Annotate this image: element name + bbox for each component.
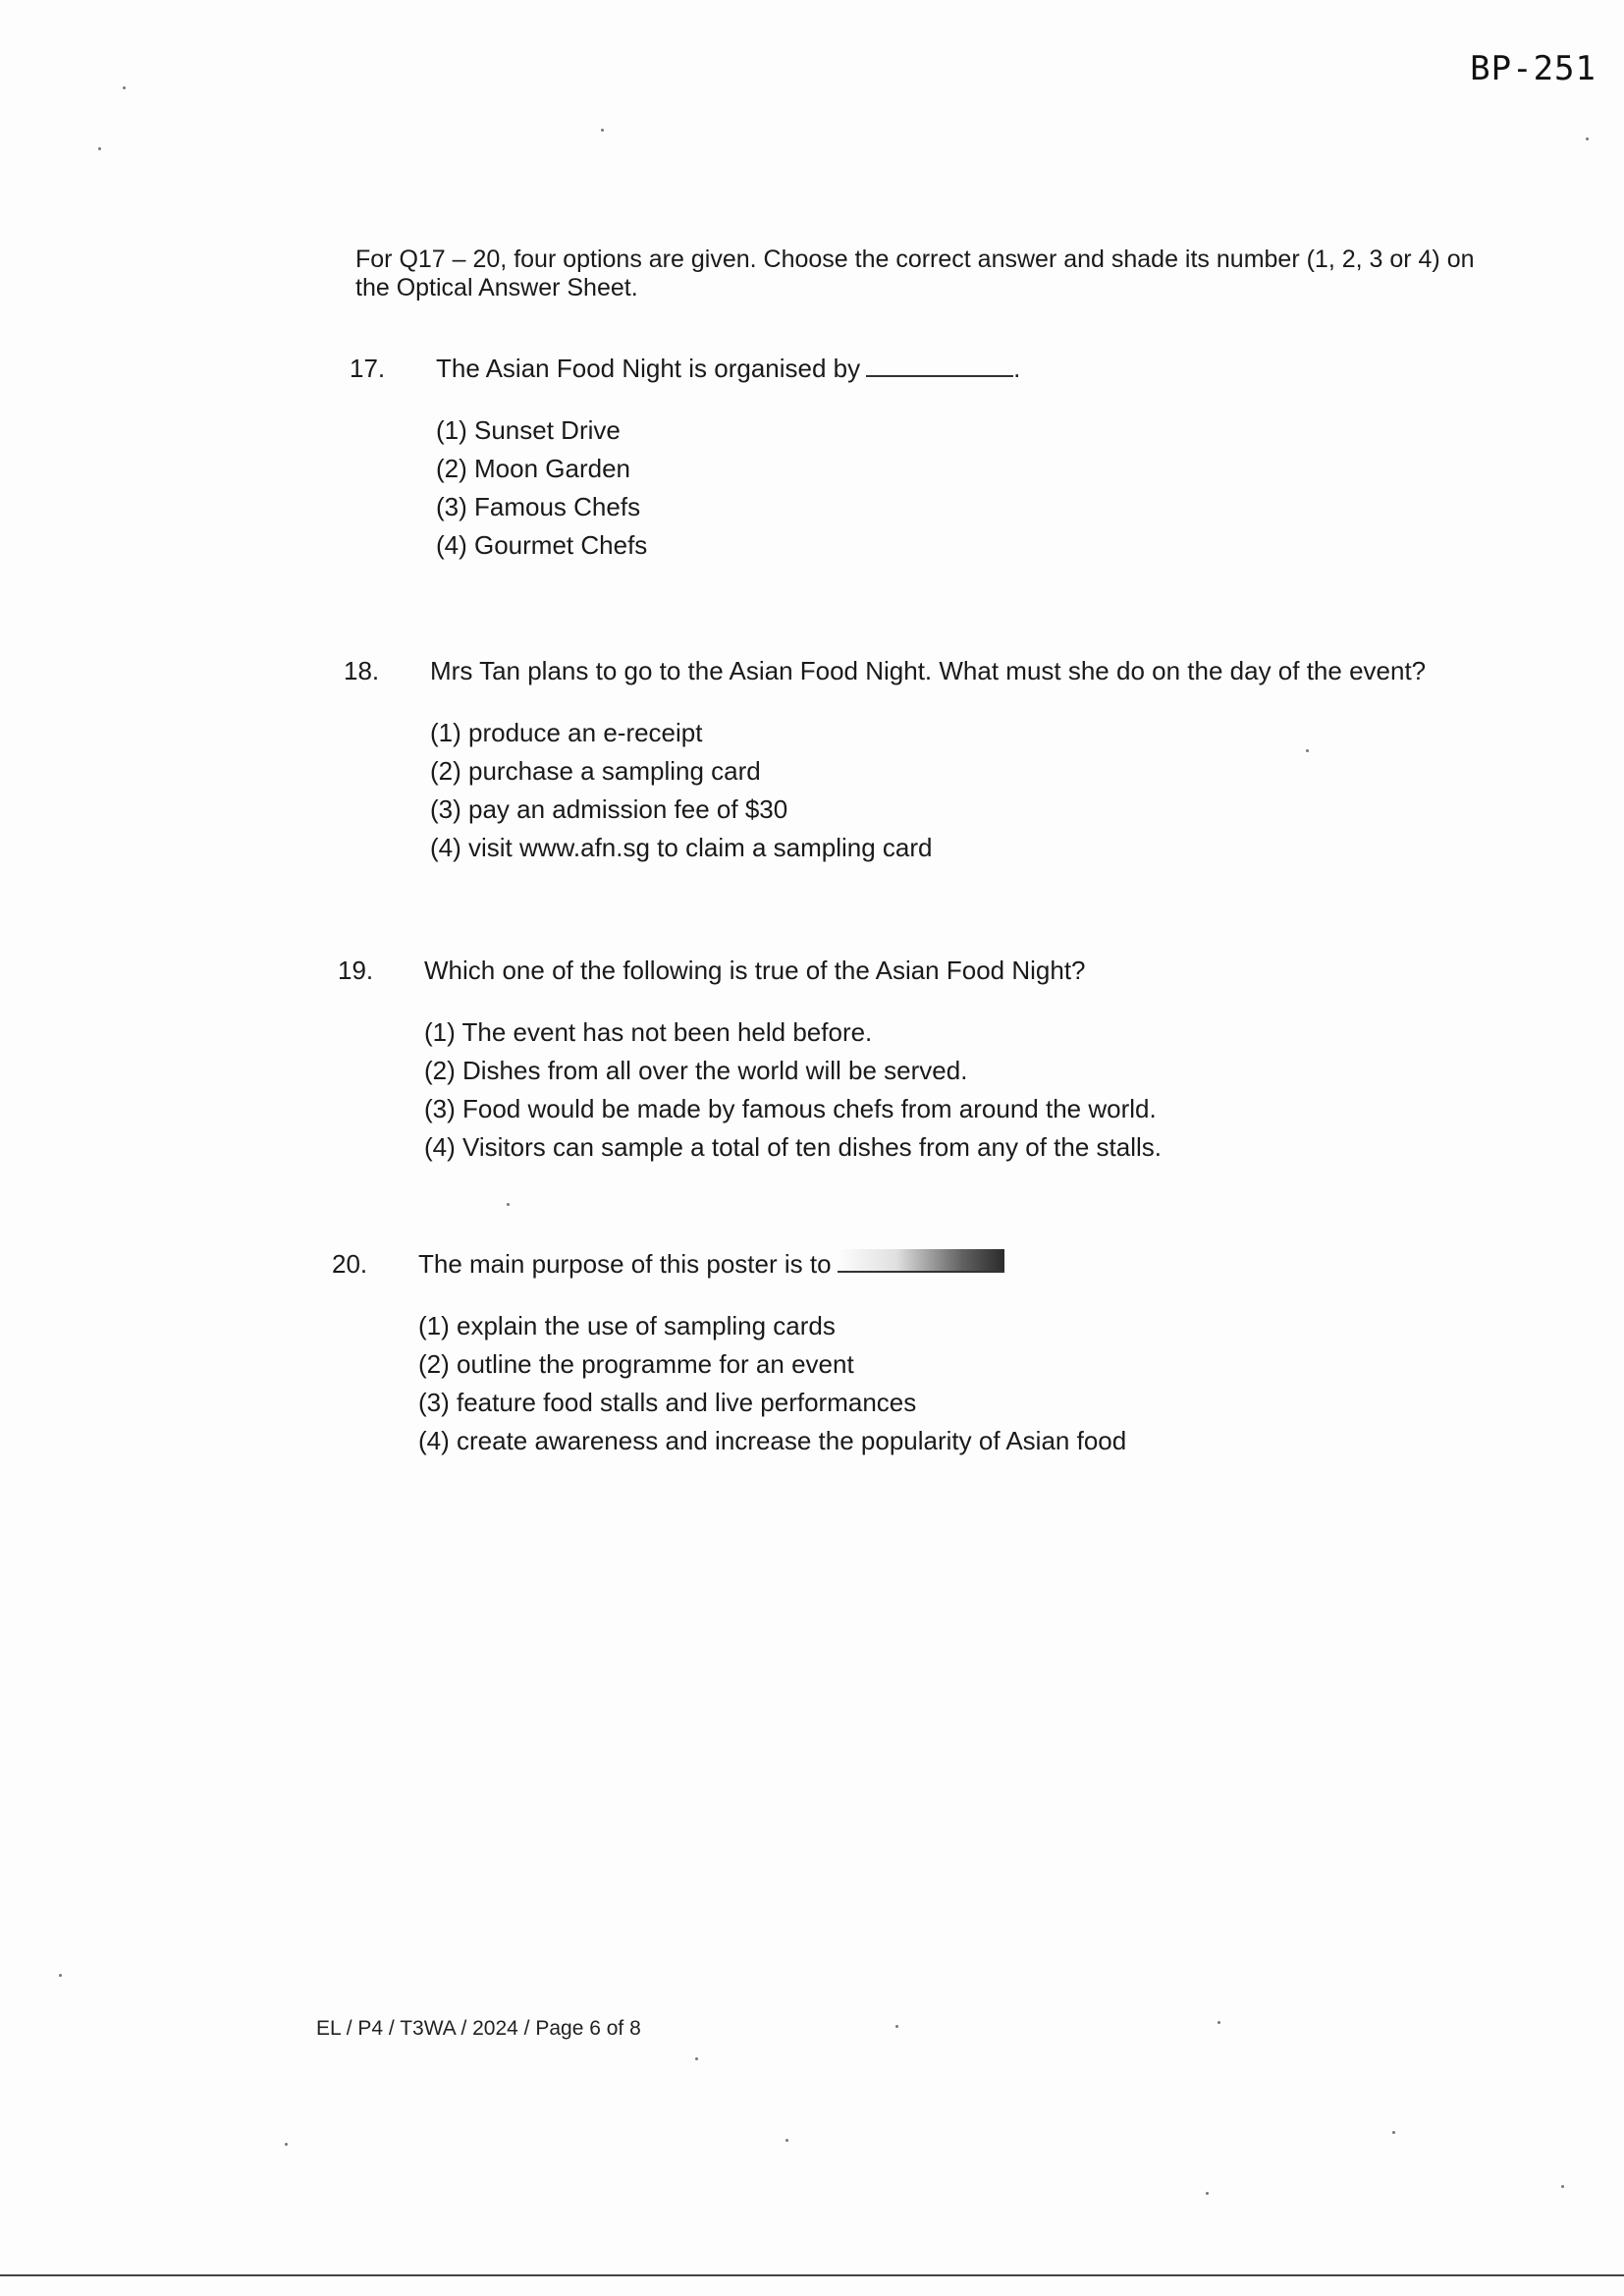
answer-blank	[866, 357, 1013, 377]
option-1: (1) produce an e-receipt	[430, 718, 703, 747]
question-text: The Asian Food Night is organised by	[436, 354, 861, 383]
instructions-text: For Q17 – 20, four options are given. Choose the correct answer and shade its number (1, 2, 3 or 4) on the Optical Answer Sheet.	[355, 246, 1475, 301]
scan-edge-line	[0, 2274, 1624, 2276]
options-list	[436, 411, 1020, 565]
option-4: (4) Visitors can sample a total of ten dishes from any of the stalls.	[424, 1132, 1162, 1162]
option-3: (3) pay an admission fee of $30	[430, 794, 788, 824]
option-1: (1) explain the use of sampling cards	[418, 1311, 836, 1340]
page-footer: EL / P4 / T3WA / 2024 / Page 6 of 8	[316, 2017, 641, 2040]
scan-speck	[123, 86, 126, 89]
scan-speck	[695, 2057, 698, 2060]
option-2: (2) Dishes from all over the world will be served.	[424, 1056, 968, 1085]
scan-speck	[1586, 137, 1589, 140]
scan-speck	[785, 2139, 788, 2142]
option-2: (2) purchase a sampling card	[430, 756, 761, 786]
scan-speck	[601, 129, 604, 132]
smudged-answer-blank	[838, 1249, 1004, 1273]
scan-speck	[1306, 749, 1309, 752]
question-number: 19.	[338, 956, 374, 985]
scan-speck	[1392, 2131, 1395, 2134]
question-text: Mrs Tan plans to go to the Asian Food Night. What must she do on the day of the event?	[430, 656, 1427, 685]
scan-speck	[1218, 2021, 1220, 2024]
question-18	[344, 656, 1426, 867]
option-3: (3) Famous Chefs	[436, 492, 641, 521]
scan-speck	[98, 147, 101, 150]
option-3: (3) Food would be made by famous chefs from around the world.	[424, 1094, 1157, 1123]
question-number: 20.	[332, 1249, 368, 1279]
option-4: (4) Gourmet Chefs	[436, 530, 648, 560]
scan-speck	[59, 1974, 62, 1977]
question-17: 17. The Asian Food Night is organised by . (1) Sunset Drive (2) Moon Garden (3) Famous Chefs (4) Gourmet Chefs	[350, 354, 1020, 565]
option-1: (1) The event has not been held before.	[424, 1017, 873, 1047]
question-20	[332, 1249, 1126, 1460]
scan-speck	[1206, 2192, 1209, 2195]
options-list	[418, 1307, 1126, 1460]
scan-speck	[285, 2143, 288, 2146]
option-1: (1) Sunset Drive	[436, 415, 621, 445]
question-number: 18.	[344, 656, 380, 685]
scan-speck	[895, 2025, 898, 2028]
option-4: (4) create awareness and increase the popularity of Asian food	[418, 1426, 1127, 1455]
option-2: (2) Moon Garden	[436, 454, 630, 483]
option-4: (4) visit www.afn.sg to claim a sampling card	[430, 833, 933, 862]
question-text: Which one of the following is true of the Asian Food Night?	[424, 956, 1086, 985]
scan-speck	[507, 1203, 510, 1206]
option-2: (2) outline the programme for an event	[418, 1349, 854, 1379]
option-3: (3) feature food stalls and live performances	[418, 1388, 917, 1417]
options-list	[424, 1013, 1162, 1167]
options-list	[430, 714, 1426, 867]
question-number: 17.	[350, 354, 386, 383]
document-code: BP-251	[1470, 49, 1597, 88]
scan-speck	[1561, 2185, 1564, 2188]
question-19	[338, 956, 1162, 1167]
question-text: The main purpose of this poster is to	[418, 1249, 832, 1279]
